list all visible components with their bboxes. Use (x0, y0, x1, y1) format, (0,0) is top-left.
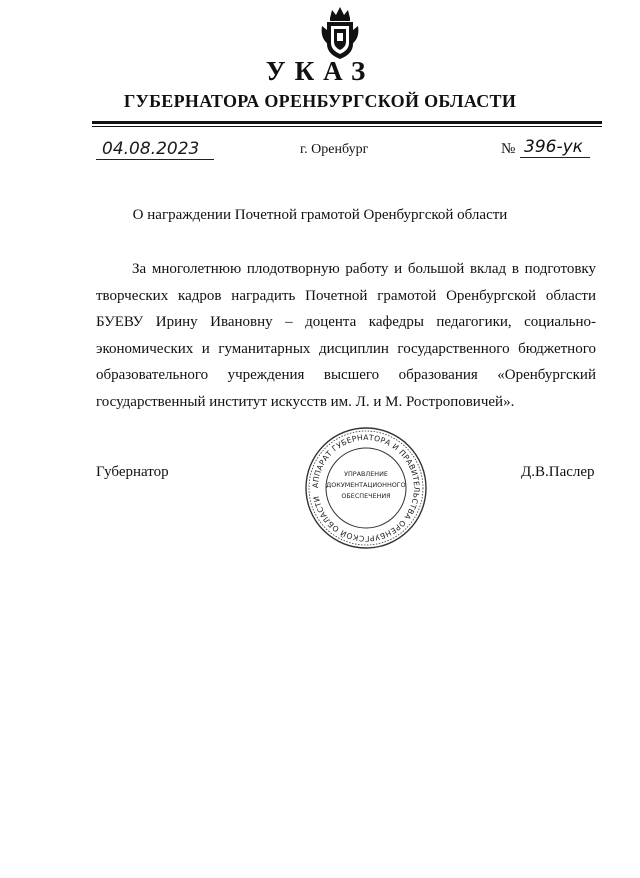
document-number: 396-ук (520, 137, 590, 158)
document-title: УКАЗ (265, 56, 375, 86)
signatory-name: Д.В.Паслер (521, 464, 595, 480)
stamp-center-line-2: ДОКУМЕНТАЦИОННОГО (326, 481, 406, 489)
document-body: За многолетнюю плодотворную работу и большой вклад в подготовку творческих кадров наградить Почетной грамотой Оренбургской области БУЕВУ Ирину Ивановну – доцента кафедры педагогики, социально-экономических и гуманитарных дисциплин государственного бюджетного образовательного учреждения высшего образования «Оренбургский государственный институт искусств им. Л. и М. Ростроповичей». (96, 261, 596, 410)
document-city: г. Оренбург (300, 142, 369, 157)
official-stamp (304, 426, 428, 550)
document-date: 04.08.2023 (96, 139, 214, 160)
document-number-label: № (501, 141, 516, 157)
header-rule-thick (92, 121, 602, 124)
document-subtitle: ГУБЕРНАТОРА ОРЕНБУРГСКОЙ ОБЛАСТИ (123, 91, 517, 111)
header-rule-thin (92, 126, 602, 127)
stamp-center-line-1: УПРАВЛЕНИЕ (344, 470, 388, 478)
stamp-ring-text: АППАРАТ ГУБЕРНАТОРА И ПРАВИТЕЛЬСТВА ОРЕНБУРГСКОЙ ОБЛАСТИ (310, 432, 422, 544)
signatory-position: Губернатор (96, 464, 169, 480)
coat-of-arms-icon (318, 4, 362, 62)
stamp-center-line-3: ОБЕСПЕЧЕНИЯ (341, 492, 391, 500)
document-subject: О награждении Почетной грамотой Оренбургской области (132, 207, 508, 223)
